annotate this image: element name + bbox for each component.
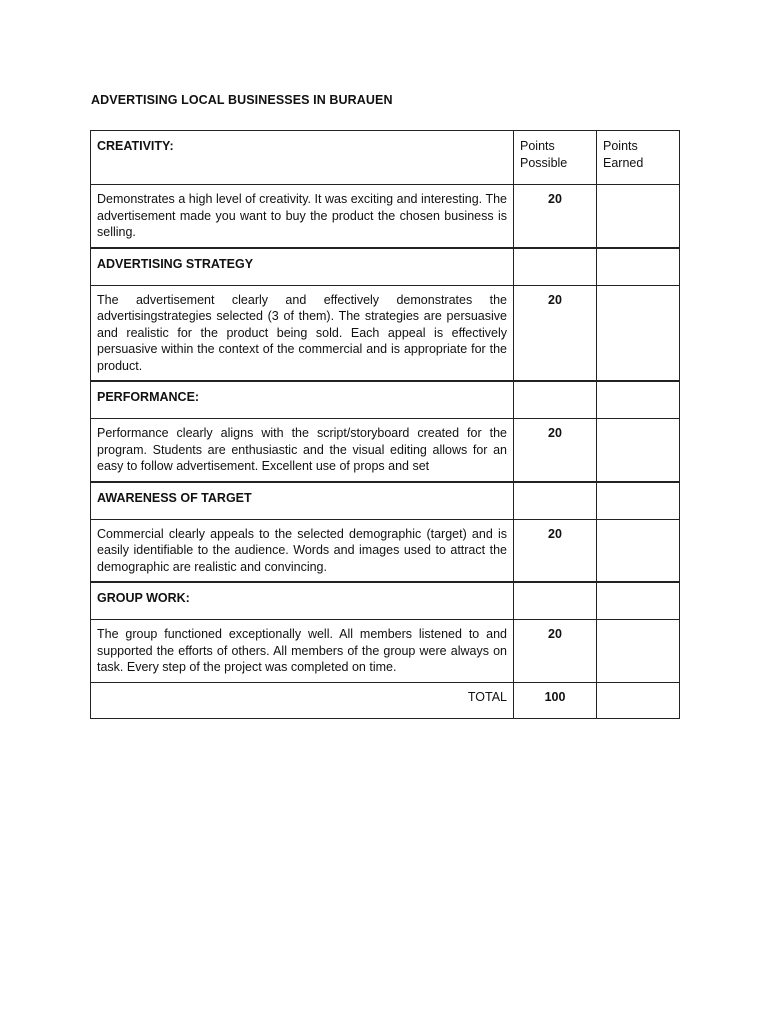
points-possible-header-line2: Possible: [520, 155, 568, 170]
section-row-awareness-of-target: [91, 482, 680, 520]
points-earned-header: [597, 131, 680, 185]
section-blank-cell: [514, 248, 597, 286]
section-blank-cell: [514, 482, 597, 520]
points-possible-value: 20: [514, 620, 597, 683]
section-row-group-work: [91, 582, 680, 620]
criteria-description: The advertisement clearly and effectively demonstrates the advertisingstrategies selected (3 of them). The strategies are persuasive and realistic for the product being sold. Each appeal is effectively persuasive within the context of the commercial and is appropriate for the product.: [91, 285, 514, 381]
points-possible-value: 20: [514, 185, 597, 248]
points-possible-header: [514, 131, 597, 185]
section-row-advertising-strategy: [91, 248, 680, 286]
criteria-row-advertising-strategy: [91, 285, 680, 381]
section-heading-group-work: GROUP WORK:: [91, 582, 514, 620]
points-earned-header-line2: Earned: [603, 155, 644, 170]
criteria-row-creativity: [91, 185, 680, 248]
section-blank-cell: [514, 381, 597, 419]
points-possible-header-line1: Points: [520, 139, 555, 153]
points-earned-cell[interactable]: [597, 519, 680, 582]
table-header-row: [91, 131, 680, 185]
section-blank-cell: [514, 582, 597, 620]
criteria-row-awareness-of-target: [91, 519, 680, 582]
points-possible-value: 20: [514, 519, 597, 582]
section-blank-cell: [597, 248, 680, 286]
criteria-description: Demonstrates a high level of creativity. It was exciting and interesting. The advertisement made you want to buy the product the chosen business is selling.: [91, 185, 514, 248]
points-earned-cell[interactable]: [597, 419, 680, 482]
total-points-possible: 100: [514, 682, 597, 718]
section-heading-awareness-of-target: AWARENESS OF TARGET: [91, 482, 514, 520]
criteria-description: The group functioned exceptionally well. All members listened to and supported the efforts of others. All members of the group were always on task. Every step of the project was completed on time.: [91, 620, 514, 683]
section-heading-performance: PERFORMANCE:: [91, 381, 514, 419]
total-points-earned-cell[interactable]: [597, 682, 680, 718]
criteria-row-group-work: [91, 620, 680, 683]
rubric-table: [90, 130, 680, 719]
criteria-description: Performance clearly aligns with the script/storyboard created for the program. Students are enthusiastic and the visual editing allows for an easy to follow advertisement. Excellent use of props and set: [91, 419, 514, 482]
section-blank-cell: [597, 582, 680, 620]
criteria-description: Commercial clearly appeals to the selected demographic (target) and is easily identifiable to the audience. Words and images used to attract the demographic are realistic and convincing.: [91, 519, 514, 582]
section-blank-cell: [597, 482, 680, 520]
section-blank-cell: [597, 381, 680, 419]
points-earned-cell[interactable]: [597, 285, 680, 381]
points-earned-cell[interactable]: [597, 185, 680, 248]
document-title: ADVERTISING LOCAL BUSINESSES IN BURAUEN: [91, 93, 393, 107]
criteria-row-performance: [91, 419, 680, 482]
points-earned-header-line1: Points: [603, 139, 638, 153]
total-row: [91, 682, 680, 718]
section-row-performance: [91, 381, 680, 419]
section-heading-advertising-strategy: ADVERTISING STRATEGY: [91, 248, 514, 286]
points-possible-value: 20: [514, 419, 597, 482]
points-possible-value: 20: [514, 285, 597, 381]
total-label: TOTAL: [91, 682, 514, 718]
points-earned-cell[interactable]: [597, 620, 680, 683]
section-heading-creativity: CREATIVITY:: [91, 131, 514, 185]
